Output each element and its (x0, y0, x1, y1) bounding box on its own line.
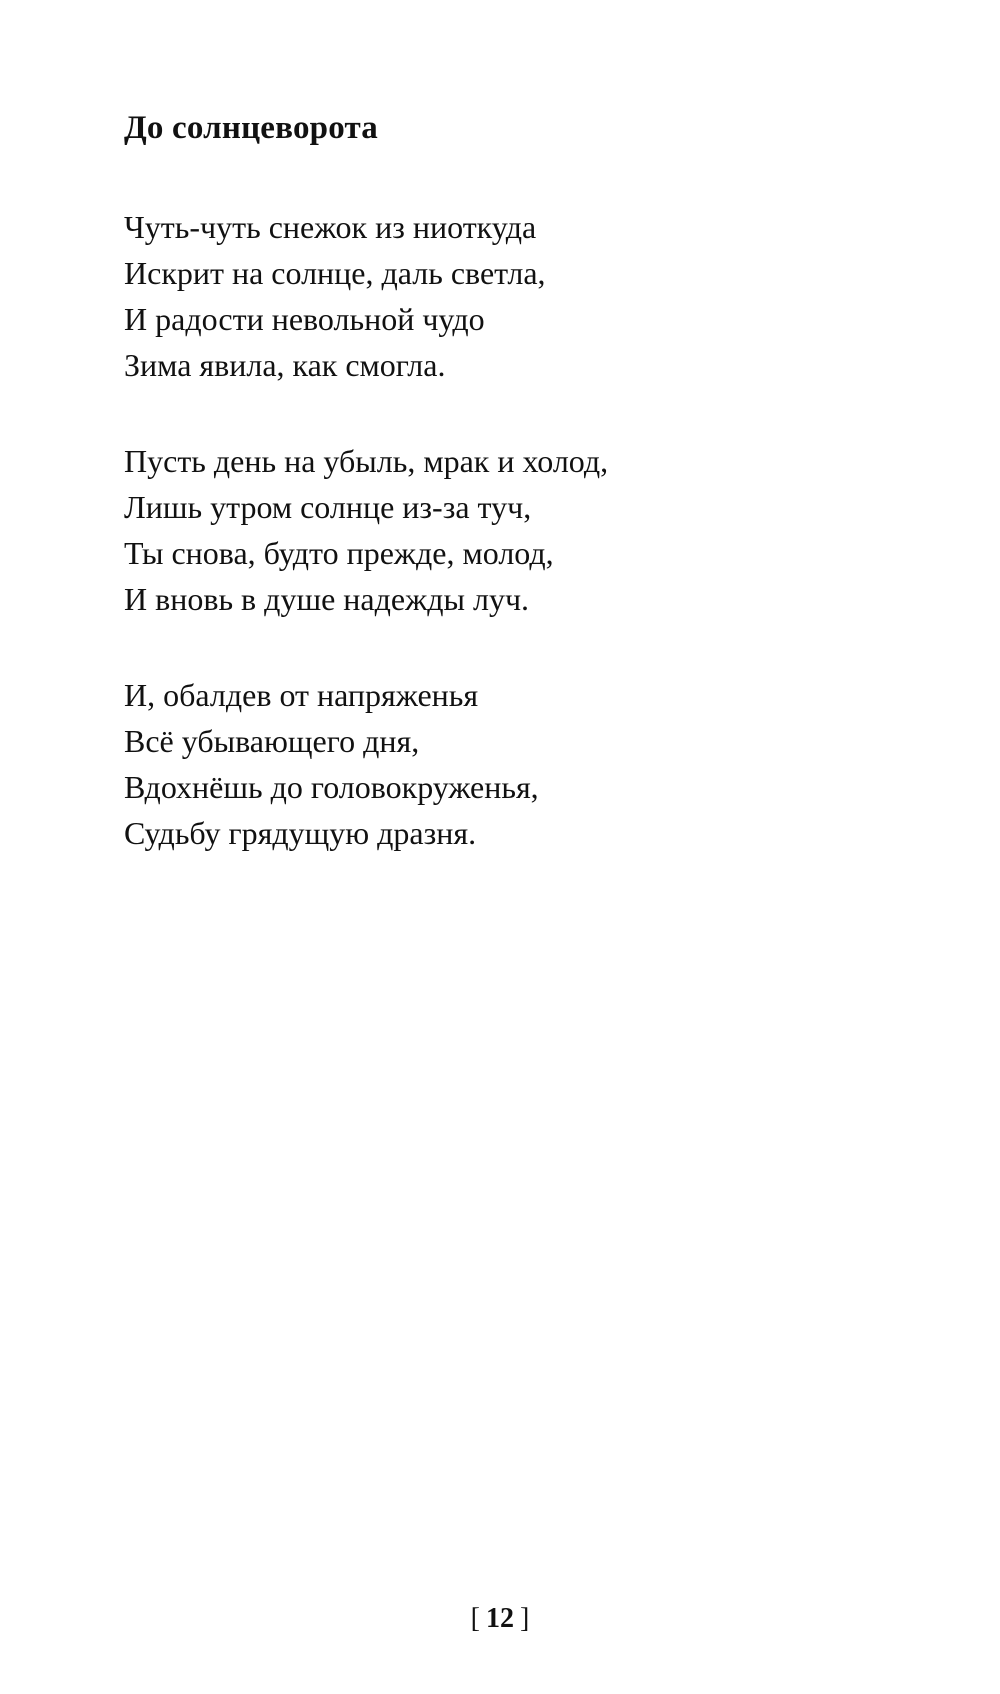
poem-line: Судьбу грядущую дразня. (124, 815, 477, 851)
poem-line: И радости невольной чудо (124, 301, 485, 337)
poem-line: Искрит на солнце, даль светла, (124, 255, 546, 291)
poem-title: До солнцеворота (124, 110, 378, 146)
page-number-close-bracket: ] (520, 1603, 530, 1634)
page-number-value: 12 (486, 1603, 514, 1634)
poem-line: Чуть-чуть снежок из ниоткуда (124, 209, 537, 245)
stanza-1 (124, 204, 546, 388)
stanza-2 (124, 438, 608, 622)
page-number (0, 1602, 1000, 1636)
poem-line: Пусть день на убыль, мрак и холод, (124, 443, 609, 479)
poem-line: Всё убывающего дня, (124, 723, 420, 759)
poem-line: И, обалдев от напряженья (124, 677, 479, 713)
poem-line: Лишь утром солнце из-за туч, (124, 489, 532, 525)
poem-line: И вновь в душе надежды луч. (124, 581, 530, 617)
poem-line: Зима явила, как смогла. (124, 347, 446, 383)
poem-line: Ты снова, будто прежде, молод, (124, 535, 554, 571)
stanza-3 (124, 672, 539, 856)
poem-line: Вдохнёшь до головокруженья, (124, 769, 539, 805)
page-number-open-bracket: [ (470, 1603, 480, 1634)
